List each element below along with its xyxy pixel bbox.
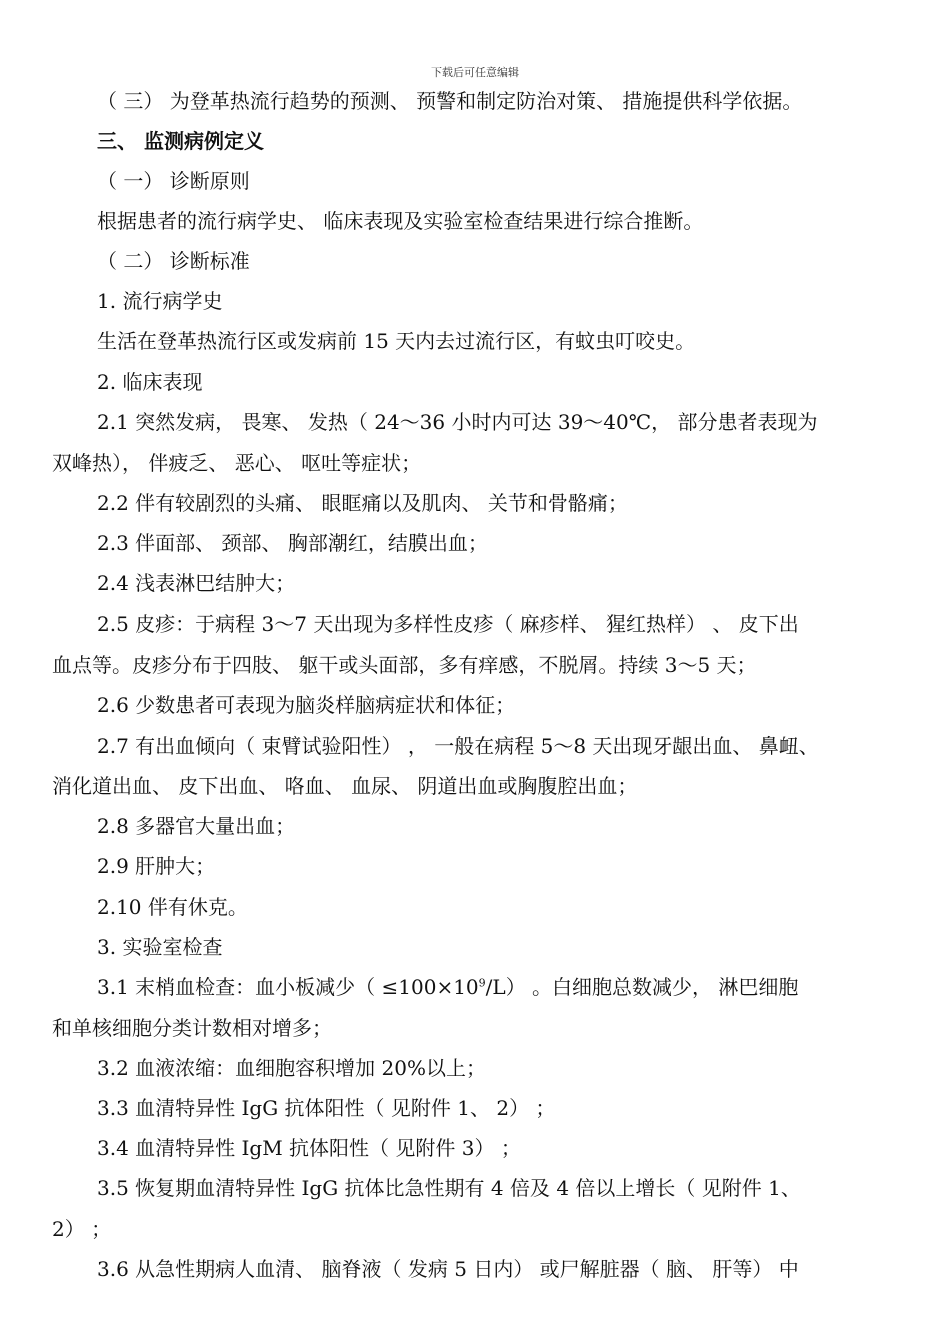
paragraph-line [52,974,910,1000]
item-heading: 3. 实验室检查 [97,935,223,959]
paragraph-line: 根据患者的流行病学史、 临床表现及实验室检查结果进行综合推断。 [97,209,704,233]
paragraph-line: 双峰热）， 伴疲乏、 恶心、 呕吐等症状； [52,451,422,475]
paragraph-line: 和单核细胞分类计数相对增多； [52,1016,332,1040]
section-heading: 三、 监测病例定义 [97,129,264,153]
subsection-heading: （ 二） 诊断标准 [97,249,250,273]
paragraph-line: 2.2 伴有较剧烈的头痛、 眼眶痛以及肌肉、 关节和骨骼痛； [97,491,628,515]
paragraph-line: 3.5 恢复期血清特异性 IgG 抗体比急性期有 4 倍及 4 倍以上增长（ 见附件 1、 [97,1176,801,1200]
paragraph-line: 3.2 血液浓缩：血细胞容积增加 20%以上； [97,1056,486,1080]
paragraph-line: 2.4 浅表淋巴结肿大； [97,571,296,595]
paragraph-line: 2.5 皮疹：于病程 3～7 天出现为多样性皮疹（ 麻疹样、 猩红热样） 、 皮下出 [97,612,799,636]
paragraph-line: 2.7 有出血倾向（ 束臂试验阳性） ， 一般在病程 5～8 天出现牙龈出血、 鼻衄、 [97,734,819,758]
paragraph-line: 2.3 伴面部、 颈部、 胸部潮红，结膜出血； [97,531,488,555]
paragraph-line: 3.4 血清特异性 IgM 抗体阳性（ 见附件 3） ； [97,1136,521,1160]
paragraph-line: 2.9 肝肿大； [97,854,216,878]
paragraph-line: 生活在登革热流行区或发病前 15 天内去过流行区，有蚊虫叮咬史。 [97,329,696,353]
paragraph-line: 2.6 少数患者可表现为脑炎样脑病症状和体征； [97,693,516,717]
paragraph-line: 3.6 从急性期病人血清、 脑脊液（ 发病 5 日内） 或尸解脏器（ 脑、 肝等） 中 [97,1257,799,1281]
paragraph-line: 2.8 多器官大量出血； [97,814,296,838]
item-heading: 2. 临床表现 [97,370,203,394]
superscript-exponent: 9 [478,976,486,990]
paragraph-line: 2.1 突然发病， 畏寒、 发热（ 24～36 小时内可达 39～40℃， 部分患者表现为 [97,410,818,434]
paragraph-line: 2） ； [52,1217,112,1241]
subsection-heading: （ 一） 诊断原则 [97,169,250,193]
paragraph-line: 消化道出血、 皮下出血、 咯血、 血尿、 阴道出血或胸腹腔出血； [52,774,638,798]
header-note: 下载后可任意编辑 [431,66,519,79]
item-heading: 1. 流行病学史 [97,289,223,313]
paragraph-line: 2.10 伴有休克。 [97,895,248,919]
paragraph-line: （ 三） 为登革热流行趋势的预测、 预警和制定防治对策、 措施提供科学依据。 [97,89,803,113]
paragraph-line: 3.3 血清特异性 IgG 抗体阳性（ 见附件 1、 2） ； [97,1096,556,1120]
text-segment: /L） 。白细胞总数减少， 淋巴细胞 [485,975,799,999]
paragraph-line: 血点等。皮疹分布于四肢、 躯干或头面部，多有痒感，不脱屑。持续 3～5 天； [52,653,757,677]
text-segment: 3.1 末梢血检查：血小板减少（ ≤100×10 [97,975,479,999]
